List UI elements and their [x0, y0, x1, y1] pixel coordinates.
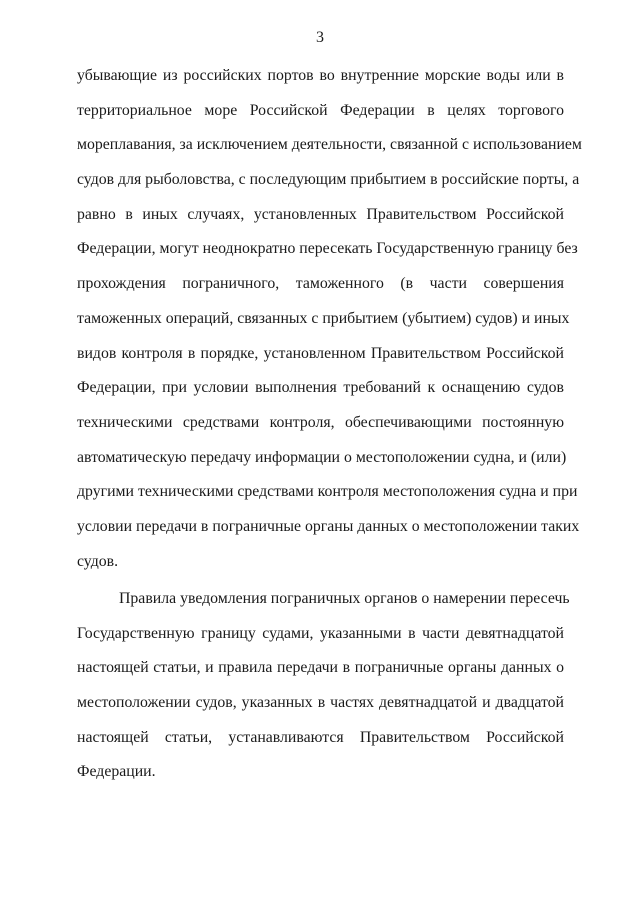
paragraph-1	[77, 59, 582, 579]
text-line: настоящей статьи, и правила передачи в пограничные органы данных о	[77, 659, 564, 677]
text-line: прохождения пограничного, таможенного (в части совершения	[77, 275, 564, 293]
page-number: 3	[316, 29, 324, 46]
text-line: убывающие из российских портов во внутренние морские воды или в	[77, 67, 564, 84]
text-line: видов контроля в порядке, установленном Правительством Российской	[77, 344, 564, 362]
text-line: Государственную границу судами, указанными в части девятнадцатой	[77, 624, 564, 642]
text-line: Федерации, могут неоднократно пересекать Государственную границу без	[77, 240, 578, 258]
text-line: условии передачи в пограничные органы данных о местоположении таких	[77, 517, 580, 535]
text-line: мореплавания, за исключением деятельности, связанной с использованием	[77, 136, 582, 154]
paragraph-2	[77, 582, 570, 790]
text-line: равно в иных случаях, установленных Правительством Российской	[77, 205, 564, 223]
text-line: настоящей статьи, устанавливаются Правительством Российской	[77, 728, 564, 746]
text-line: таможенных операций, связанных с прибытием (убытием) судов) и иных	[77, 309, 570, 327]
text-line: Федерации, при условии выполнения требований к оснащению судов	[77, 379, 564, 397]
text-line: другими техническими средствами контроля местоположения судна и при	[77, 483, 578, 501]
text-line: Федерации.	[77, 763, 156, 781]
text-line: территориальное море Российской Федерации в целях торгового	[77, 101, 564, 119]
text-line: автоматическую передачу информации о местоположении судна, и (или)	[77, 448, 567, 466]
text-line: судов.	[77, 552, 119, 570]
text-line: техническими средствами контроля, обеспечивающими постоянную	[77, 413, 564, 431]
text-line: судов для рыболовства, с последующим прибытием в российские порты, а	[77, 171, 580, 189]
text-line: местоположении судов, указанных в частях девятнадцатой и двадцатой	[77, 694, 564, 712]
text-line: Правила уведомления пограничных органов о намерении пересечь	[119, 590, 570, 607]
